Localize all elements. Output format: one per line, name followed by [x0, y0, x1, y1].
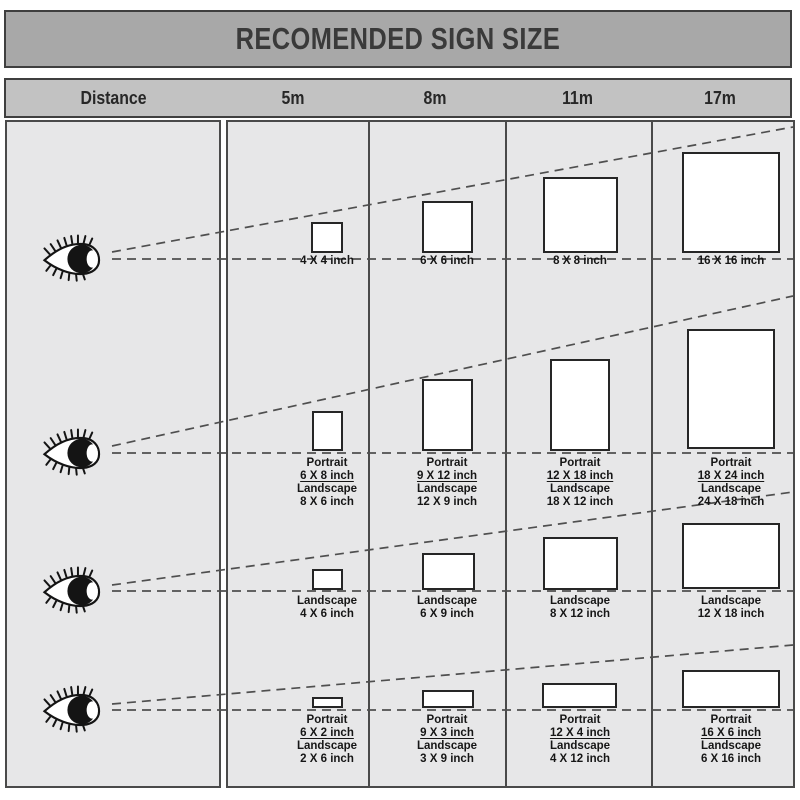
sign-size-text: 18 X 24 inch	[697, 470, 765, 482]
sign-size-text: 9 X 3 inch	[420, 727, 474, 739]
orientation-text: Portrait	[426, 457, 468, 469]
sign-label-8x12	[510, 595, 650, 621]
header-cell-17m	[650, 80, 790, 116]
sign-size-text: 16 X 16 inch	[697, 255, 765, 267]
sign-16x6-strip	[682, 670, 780, 708]
column-divider-8m-11m	[505, 122, 507, 786]
sign-size-text: 18 X 12 inch	[546, 496, 614, 508]
sign-6x9-landscape	[422, 553, 475, 590]
sign-size-text: 8 X 6 inch	[300, 496, 354, 508]
column-header-8m: 8m	[424, 87, 447, 108]
sign-8x8	[543, 177, 618, 253]
page-title: RECOMENDED SIGN SIZE	[235, 21, 561, 56]
sign-size-text: 6 X 2 inch	[300, 727, 354, 739]
sign-size-text: 3 X 9 inch	[420, 753, 474, 765]
sign-18x24-portrait	[687, 329, 775, 449]
sign-label-18x24	[661, 457, 800, 509]
distance-column-panel	[5, 120, 221, 788]
sign-label-16x16	[661, 255, 800, 268]
sign-12x18-landscape	[682, 523, 780, 589]
sign-size-text: 6 X 6 inch	[420, 255, 474, 267]
sign-4x4	[311, 222, 343, 253]
header-cell-8m	[366, 80, 505, 116]
orientation-text: Landscape	[700, 595, 762, 607]
sign-label-12x18	[510, 457, 650, 509]
sign-size-text: 4 X 4 inch	[300, 255, 354, 267]
sign-12x4-strip	[542, 683, 617, 708]
orientation-text: Landscape	[296, 740, 358, 752]
orientation-text: Portrait	[306, 457, 348, 469]
sign-6x8-portrait	[312, 411, 343, 451]
sign-size-text: 12 X 18 inch	[546, 470, 614, 482]
sign-size-text: 4 X 12 inch	[549, 753, 611, 765]
header-cell-5m	[221, 80, 366, 116]
sign-12x18-portrait	[550, 359, 610, 451]
sign-size-text: 12 X 9 inch	[416, 496, 478, 508]
orientation-text: Portrait	[559, 714, 601, 726]
orientation-text: Landscape	[549, 483, 611, 495]
sign-label-12x18-landscape	[661, 595, 800, 621]
orientation-text: Landscape	[416, 740, 478, 752]
orientation-text: Landscape	[296, 595, 358, 607]
sign-6x2-strip	[312, 697, 343, 708]
sign-size-text: 8 X 8 inch	[553, 255, 607, 267]
column-header-17m: 17m	[704, 87, 736, 108]
distance-header-row	[4, 78, 792, 118]
orientation-text: Portrait	[710, 714, 752, 726]
sign-size-text: 8 X 12 inch	[549, 608, 611, 620]
sign-size-text: 4 X 6 inch	[300, 608, 354, 620]
orientation-text: Landscape	[296, 483, 358, 495]
title-bar	[4, 10, 792, 68]
orientation-text: Landscape	[700, 483, 762, 495]
column-divider-11m-17m	[651, 122, 653, 786]
sign-size-text: 9 X 12 inch	[416, 470, 478, 482]
sign-9x3-strip	[422, 690, 474, 708]
sign-size-text: 6 X 9 inch	[420, 608, 474, 620]
orientation-text: Landscape	[549, 740, 611, 752]
sign-9x12-portrait	[422, 379, 473, 451]
sign-label-16x6	[661, 714, 800, 766]
sign-label-9x3	[377, 714, 517, 766]
column-header-11m: 11m	[562, 87, 593, 108]
orientation-text: Portrait	[710, 457, 752, 469]
sign-label-6x6	[377, 255, 517, 268]
sign-label-6x8	[257, 457, 397, 509]
sign-label-4x6	[257, 595, 397, 621]
sign-size-text: 12 X 18 inch	[697, 608, 765, 620]
column-divider-5m-8m	[368, 122, 370, 786]
sign-size-text: 12 X 4 inch	[549, 727, 611, 739]
orientation-text: Landscape	[549, 595, 611, 607]
sign-label-8x8	[510, 255, 650, 268]
column-header-5m: 5m	[282, 87, 305, 108]
sign-4x6-landscape	[312, 569, 343, 590]
sign-size-text: 6 X 16 inch	[700, 753, 762, 765]
orientation-text: Landscape	[416, 595, 478, 607]
sign-label-4x4	[257, 255, 397, 268]
sign-label-6x2	[257, 714, 397, 766]
orientation-text: Landscape	[416, 483, 478, 495]
header-cell-11m	[505, 80, 650, 116]
orientation-text: Portrait	[559, 457, 601, 469]
sign-label-9x12	[377, 457, 517, 509]
sign-label-12x4	[510, 714, 650, 766]
sign-16x16	[682, 152, 780, 253]
sign-size-text: 16 X 6 inch	[700, 727, 762, 739]
sign-8x12-landscape	[543, 537, 618, 590]
orientation-text: Landscape	[700, 740, 762, 752]
orientation-text: Portrait	[426, 714, 468, 726]
sign-6x6	[422, 201, 473, 253]
orientation-text: Portrait	[306, 714, 348, 726]
sign-size-text: 24 X 18 inch	[697, 496, 765, 508]
sign-label-6x9	[377, 595, 517, 621]
sign-size-text: 6 X 8 inch	[300, 470, 354, 482]
distance-header-label: Distance	[80, 87, 147, 108]
header-cell-distance	[6, 80, 221, 116]
sign-size-text: 2 X 6 inch	[300, 753, 354, 765]
